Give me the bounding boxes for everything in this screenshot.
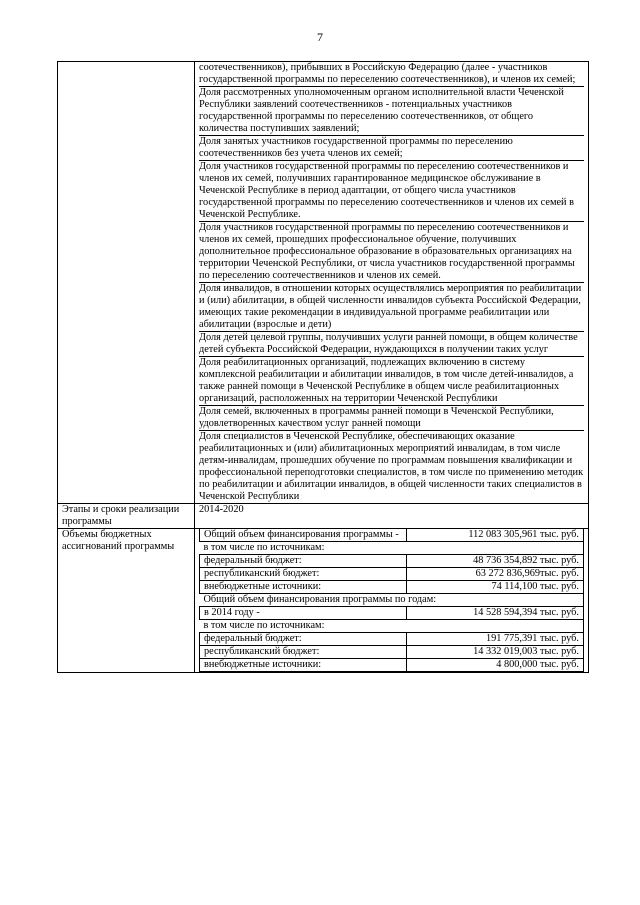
indicator-item: Доля участников государственной программы по переселению соотечественников и членов их семей, прошедших профессиональное обучение, получивших дополнительное профессиональное образование в образовательных организациях на территории Чеченской Республики, от числа участников государственной программы по переселению соотечественников и членов их семей. bbox=[199, 221, 584, 282]
funding-row-value: 48 736 354,892 тыс. руб. bbox=[407, 555, 584, 568]
funding-table-row bbox=[200, 581, 584, 594]
funding-table-row bbox=[200, 646, 584, 659]
funding-table-row bbox=[200, 633, 584, 646]
indicator-item: Доля реабилитационных организаций, подлежащих включению в систему комплексной реабилитации и абилитации инвалидов, в том числе детей-инвалидов, а также ранней помощи в Чеченской Республике в общем числе реабилитационных организаций, расположенных на территории Чеченской Республики bbox=[199, 356, 584, 405]
indicator-item: Доля инвалидов, в отношении которых осуществлялись мероприятия по реабилитации и (или) абилитации, в общей численности инвалидов субъекта Российской Федерации, имеющих такие рекомендации в индивидуальной программе реабилитации или абилитации (взрослые и дети) bbox=[199, 282, 584, 331]
funding-row-text: федеральный бюджет: bbox=[200, 555, 407, 568]
indicators-cell bbox=[195, 62, 589, 504]
funding-row-text: внебюджетные источники: bbox=[200, 581, 407, 594]
indicators-label-cell bbox=[58, 62, 195, 504]
funding-table-row bbox=[200, 620, 584, 633]
funding-row-value: 112 083 305,961 тыс. руб. bbox=[407, 529, 584, 542]
funding-row-text: внебюджетные источники: bbox=[200, 659, 407, 672]
funding-table-row bbox=[200, 607, 584, 620]
funding-row-value: 191 775,391 тыс. руб. bbox=[407, 633, 584, 646]
funding-table bbox=[199, 529, 584, 672]
funding-row-text: в 2014 году - bbox=[200, 607, 407, 620]
indicator-item: Доля рассмотренных уполномоченным органом исполнительной власти Чеченской Республики заявлений соотечественников - потенциальных участников государственной программы по переселению соотечественников, от общего количества поступивших заявлений; bbox=[199, 86, 584, 135]
indicator-item: Доля семей, включенных в программы ранней помощи в Чеченской Республики, удовлетворенных качеством услуг ранней помощи bbox=[199, 405, 584, 430]
stages-value: 2014-2020 bbox=[195, 504, 589, 529]
funding-row-text: республиканский бюджет: bbox=[200, 568, 407, 581]
funding-row-value: 14 332 019,003 тыс. руб. bbox=[407, 646, 584, 659]
funding-table-row bbox=[200, 594, 584, 607]
funding-row-text: республиканский бюджет: bbox=[200, 646, 407, 659]
page-number: 7 bbox=[317, 30, 323, 44]
funding-cell bbox=[195, 529, 589, 673]
program-passport-table bbox=[57, 61, 589, 673]
funding-table-row bbox=[200, 568, 584, 581]
indicator-item: Доля специалистов в Чеченской Республике, обеспечивающих оказание реабилитационных и (или) абилитационных мероприятий инвалидам, в том числе детям-инвалидам, прошедших обучение по программам повышения квалификации и профессиональной переподготовки специалистов, в том числе по применению методик по реабилитации и абилитации инвалидов, в общей численности таких специалистов в Чеченской Республики bbox=[199, 431, 584, 502]
funding-row-text: Общий объем финансирования программы по годам: bbox=[200, 594, 584, 607]
funding-row bbox=[58, 529, 589, 673]
funding-table-row bbox=[200, 529, 584, 542]
funding-row-text: федеральный бюджет: bbox=[200, 633, 407, 646]
indicator-item: Доля участников государственной программы по переселению соотечественников и членов их семей, получивших гарантированное медицинское обслуживание в Чеченской Республике в период адаптации, от общего числа участников государственной программы по переселению соотечественников и членов их семей в Чеченской Республике. bbox=[199, 160, 584, 221]
indicators-row bbox=[58, 62, 589, 504]
funding-label: Объемы бюджетных ассигнований программы bbox=[58, 529, 195, 673]
indicator-item: Доля детей целевой группы, получивших услуги ранней помощи, в общем количестве детей субъекта Российской Федерации, нуждающихся в получении таких услуг bbox=[199, 331, 584, 356]
funding-table-row bbox=[200, 542, 584, 555]
funding-row-value: 74 114,100 тыс. руб. bbox=[407, 581, 584, 594]
stages-row bbox=[58, 504, 589, 529]
funding-row-value: 14 528 594,394 тыс. руб. bbox=[407, 607, 584, 620]
indicator-item: Доля занятых участников государственной программы по переселению соотечественников без учета членов их семей; bbox=[199, 135, 584, 160]
funding-row-text: в том числе по источникам: bbox=[200, 620, 584, 633]
funding-table-row bbox=[200, 555, 584, 568]
funding-row-value: 4 800,000 тыс. руб. bbox=[407, 659, 584, 672]
funding-row-text: в том числе по источникам: bbox=[200, 542, 584, 555]
indicator-item: соотечественников), прибывших в Российскую Федерацию (далее - участников государственной программы по переселению соотечественников), и членов их семей; bbox=[199, 62, 576, 85]
funding-row-value: 63 272 836,969тыс. руб. bbox=[407, 568, 584, 581]
funding-row-text: Общий объем финансирования программы - bbox=[200, 529, 407, 542]
funding-table-row bbox=[200, 659, 584, 672]
stages-label: Этапы и сроки реализации программы bbox=[58, 504, 195, 529]
